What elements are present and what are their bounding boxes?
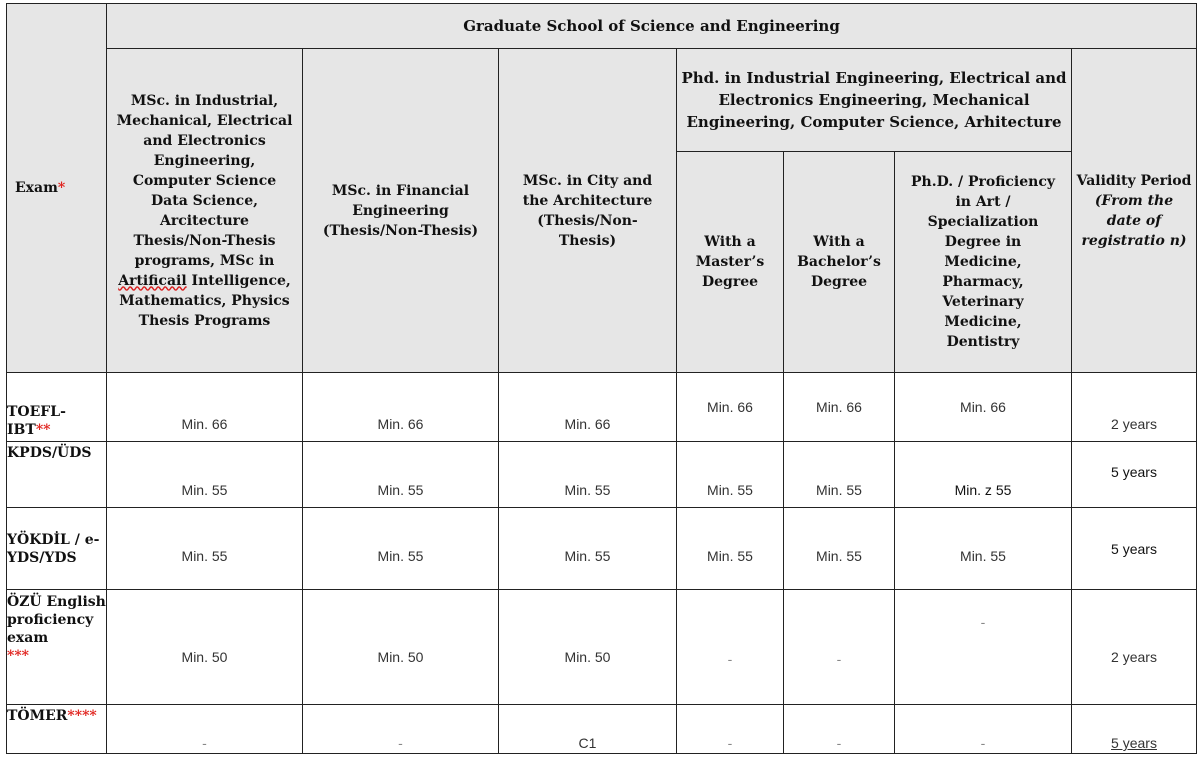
exam-star: ****	[67, 708, 97, 724]
validity-cell: 2 years	[1072, 373, 1197, 442]
value-cell: Min. 55	[107, 442, 303, 508]
value-cell: C1	[499, 705, 677, 754]
exam-name-cell	[7, 508, 107, 590]
table-row	[7, 590, 1197, 705]
exam-header-cell	[7, 4, 107, 373]
program-msc-industrial-text: MSc. in Industrial, Mechanical, Electrical and Electronics Engineering, Computer Science Data Science, Arcitecture Thesis/Non-Thesis programs, MSc in	[116, 92, 293, 269]
value-cell: Min. 55	[303, 508, 499, 590]
table-row	[7, 508, 1197, 590]
exam-star: ***	[7, 648, 29, 664]
exam-header: Exam	[15, 180, 58, 196]
program-msc-industrial-misspelled: Artificail	[118, 272, 187, 289]
exam-header-star: *	[57, 180, 66, 196]
value-cell: Min. 55	[499, 442, 677, 508]
value-cell: -	[895, 590, 1072, 705]
exam-name: TÖMER	[7, 708, 68, 724]
program-msc-financial: MSc. in Financial Engineering (Thesis/Non-Thesis)	[303, 49, 499, 373]
value-cell: -	[107, 705, 303, 754]
phd-masters: With a Master’s Degree	[677, 152, 784, 373]
exam-name-cell	[7, 705, 107, 754]
validity-cell: 5 years	[1072, 508, 1197, 590]
validity-text: 5 years	[1111, 735, 1157, 751]
value-cell: Min. 66	[107, 373, 303, 442]
table-row	[7, 373, 1197, 442]
exam-name: ÖZÜ English proficiency exam	[7, 594, 106, 646]
value-cell: Min. 55	[895, 508, 1072, 590]
program-msc-industrial	[107, 49, 303, 373]
exam-star: **	[35, 422, 51, 438]
value-cell: -	[784, 705, 895, 754]
exam-name-cell	[7, 373, 107, 442]
value-cell: Min. 50	[499, 590, 677, 705]
exam-name: TOEFL-IBT	[7, 404, 66, 438]
program-msc-industrial-text-2: Intelligence, Mathematics, Physics Thesis Programs	[119, 272, 291, 329]
header-row-programs	[7, 49, 1197, 152]
validity-cell: 2 years	[1072, 590, 1197, 705]
requirements-table	[6, 3, 1197, 754]
value-cell: Min. 50	[107, 590, 303, 705]
header-row-school	[7, 4, 1197, 49]
exam-name-cell	[7, 590, 107, 705]
table-row	[7, 705, 1197, 754]
phd-proficiency: Ph.D. / Proficiency in Art / Specialization Degree in Medicine, Pharmacy, Veterinary Medicine, Dentistry	[895, 152, 1072, 373]
validity-cell: 5 years	[1072, 442, 1197, 508]
program-phd-group: Phd. in Industrial Engineering, Electrical and Electronics Engineering, Mechanical Engineering, Computer Science, Arhitecture	[677, 49, 1072, 152]
value-cell: Min. 66	[895, 373, 1072, 442]
phd-bachelors: With a Bachelor’s Degree	[784, 152, 895, 373]
value-cell: Min. 55	[677, 442, 784, 508]
value-cell: Min. 55	[784, 508, 895, 590]
value-cell: -	[677, 590, 784, 705]
exam-name-cell	[7, 442, 107, 508]
value-cell: Min. 55	[107, 508, 303, 590]
value-cell: -	[895, 705, 1072, 754]
value-cell: Min. 66	[303, 373, 499, 442]
value-cell: -	[677, 705, 784, 754]
value-cell: Min. 55	[303, 442, 499, 508]
validity-cell	[1072, 705, 1197, 754]
value-cell: Min. 55	[677, 508, 784, 590]
validity-header	[1072, 49, 1197, 373]
value-cell: Min. z 55	[895, 442, 1072, 508]
value-cell: Min. 50	[303, 590, 499, 705]
value-cell: -	[784, 590, 895, 705]
value-cell: Min. 55	[784, 442, 895, 508]
value-cell: Min. 66	[677, 373, 784, 442]
value-cell: Min. 55	[499, 508, 677, 590]
school-title: Graduate School of Science and Engineering	[107, 4, 1197, 49]
validity-subtitle: (From the date of registratio n)	[1081, 192, 1187, 249]
exam-name: YÖKDİL / e-YDS/YDS	[7, 531, 100, 566]
value-cell: Min. 66	[499, 373, 677, 442]
value-cell: Min. 66	[784, 373, 895, 442]
validity-title: Validity Period	[1076, 172, 1192, 189]
exam-name: KPDS/ÜDS	[7, 445, 92, 461]
table-row	[7, 442, 1197, 508]
program-msc-city: MSc. in City and the Architecture (Thesis/Non-Thesis)	[499, 49, 677, 373]
value-cell: -	[303, 705, 499, 754]
